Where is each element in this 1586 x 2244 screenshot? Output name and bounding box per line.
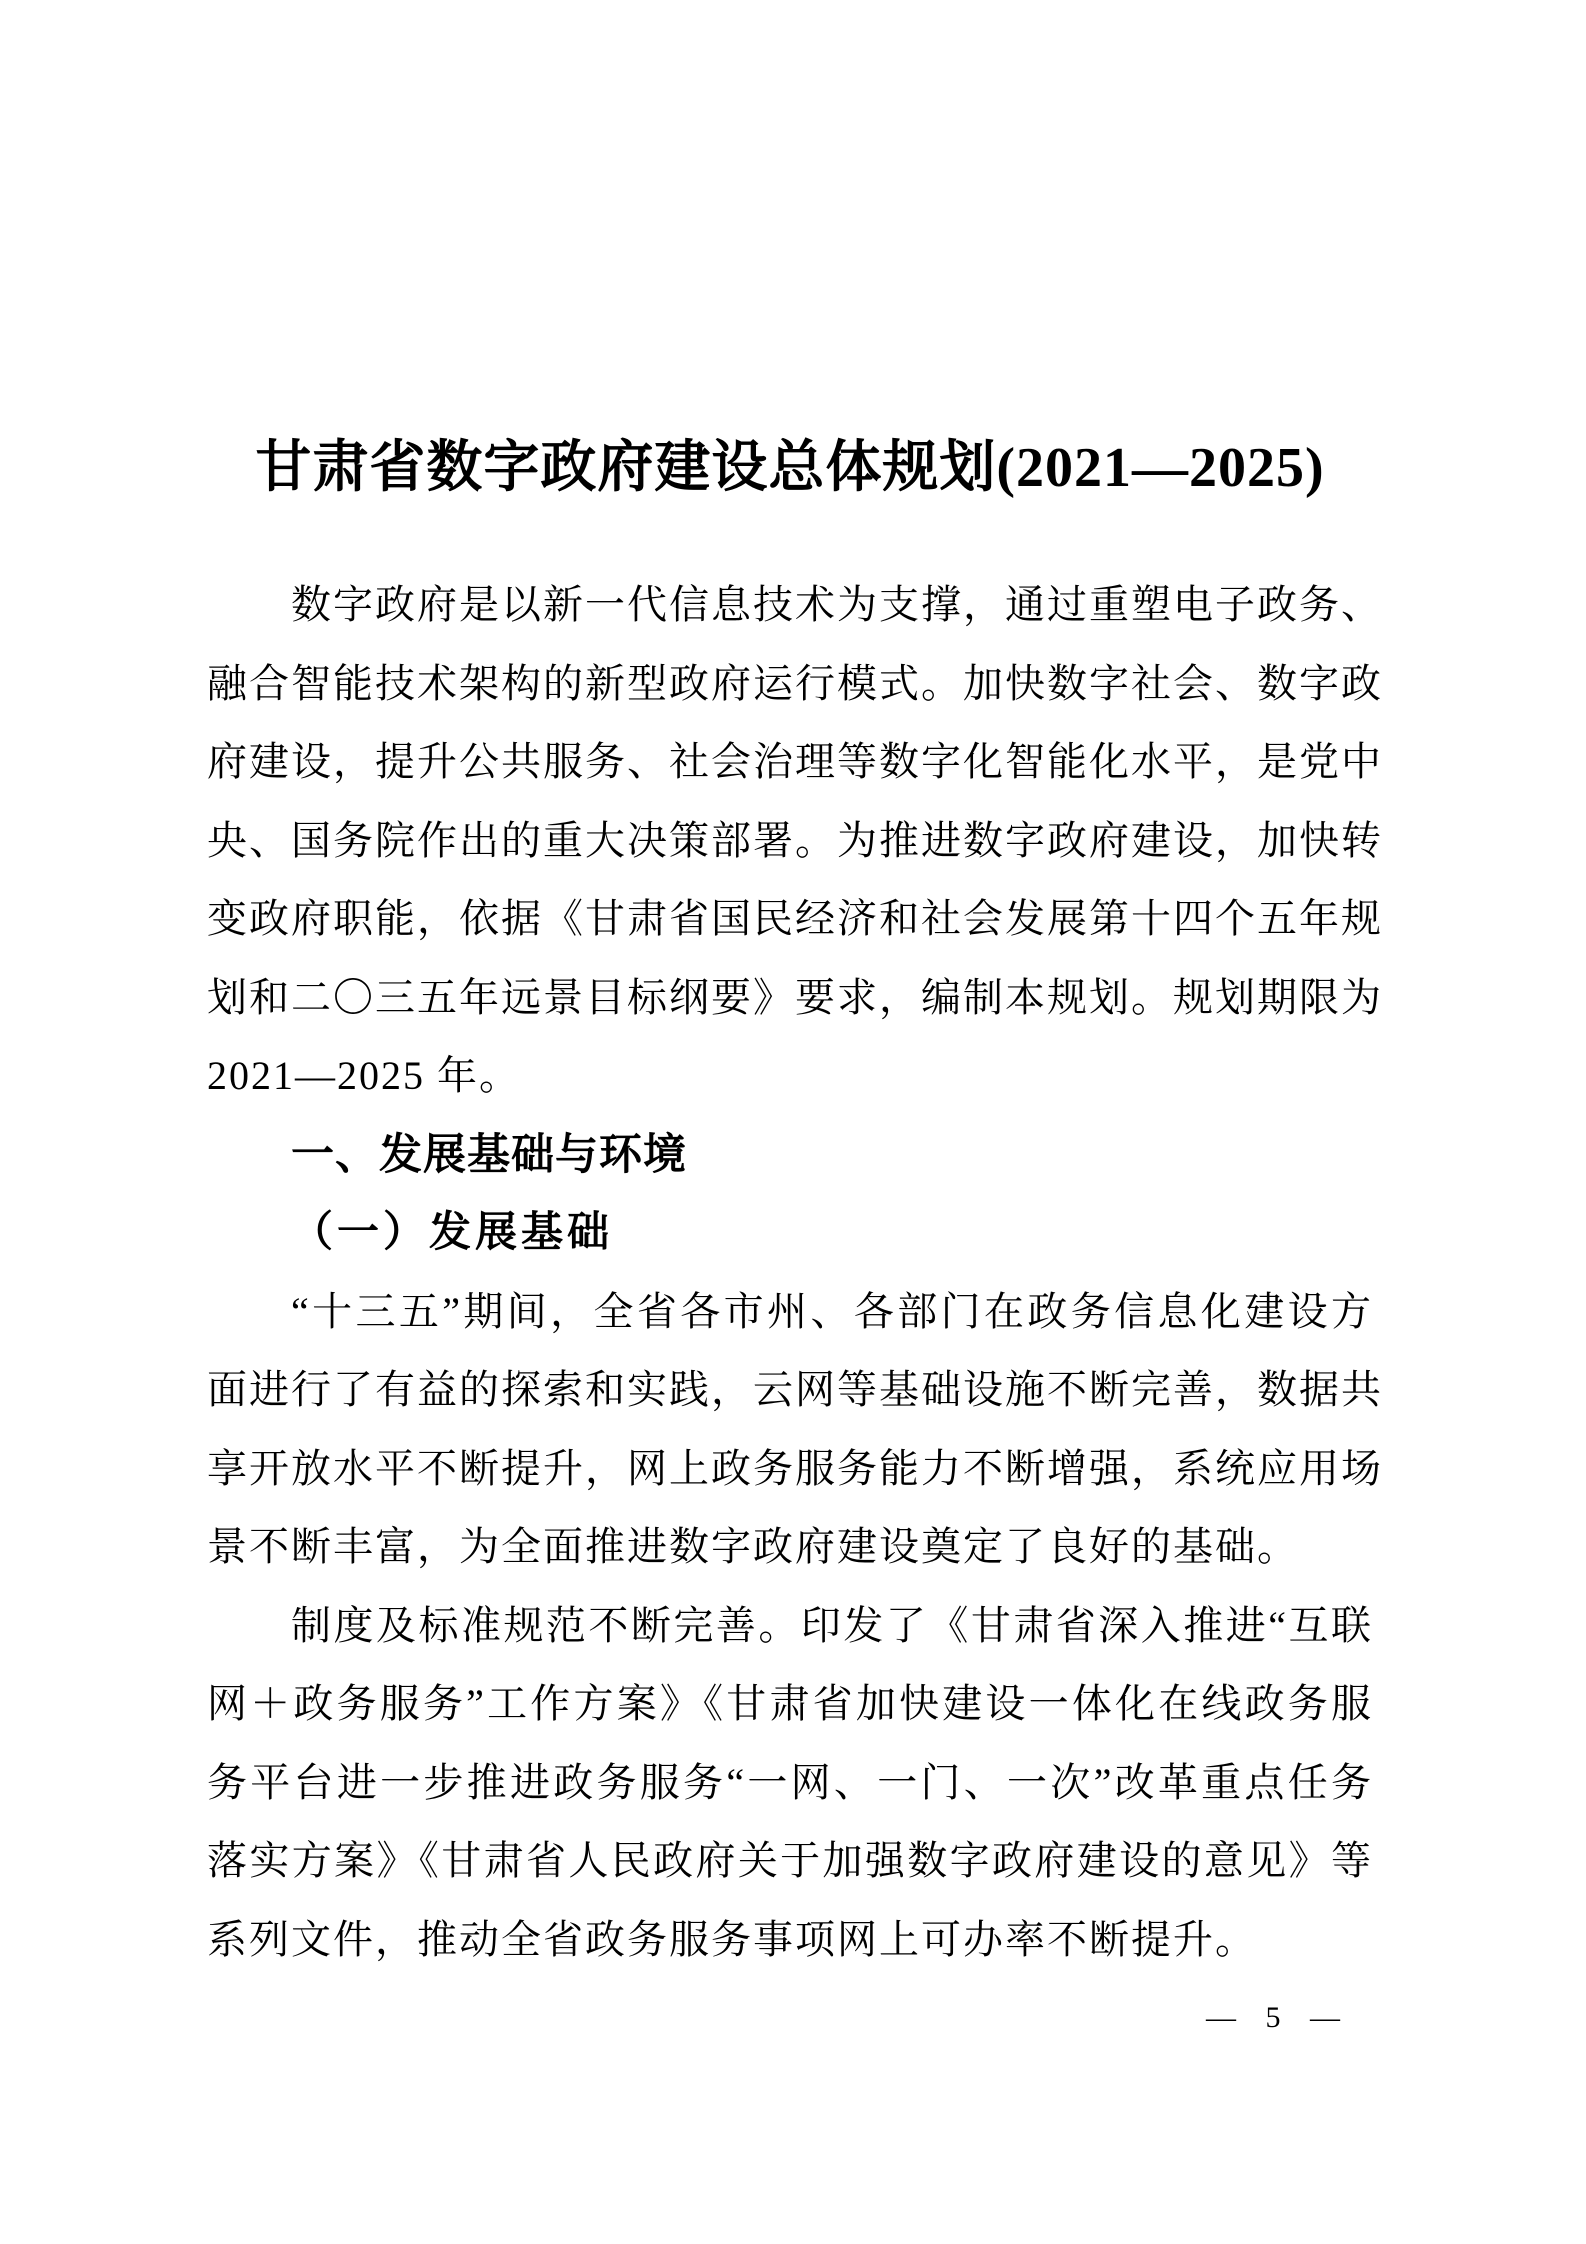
paragraph-1-line-5: 变政府职能，依据《甘肃省国民经济和社会发展第十四个五年规 bbox=[207, 896, 1383, 941]
paragraph-1-line-6: 划和二〇三五年远景目标纲要》要求，编制本规划。规划期限为 bbox=[207, 974, 1383, 1020]
paragraph-2-line-4: 景不断丰富，为全面推进数字政府建设奠定了良好的基础。 bbox=[207, 1524, 1299, 1569]
paragraph-1-line-7: 2021—2025 年。 bbox=[207, 1053, 521, 1098]
paragraph-1-line-3: 府建设，提升公共服务、社会治理等数字化智能化水平，是党中 bbox=[207, 739, 1383, 784]
paragraph-3-line-4: 落实方案》《甘肃省人民政府关于加强数字政府建设的意见》等 bbox=[207, 1838, 1373, 1883]
subsection-heading-development-basis: （一）发展基础 bbox=[291, 1210, 614, 1256]
paragraph-1-line-2: 融合智能技术架构的新型政府运行模式。加快数字社会、数字政 bbox=[207, 660, 1383, 706]
paragraph-2-line-1: “十三五”期间，全省各市州、各部门在政务信息化建设方 bbox=[291, 1288, 1373, 1334]
document-title: 甘肃省数字政府建设总体规划(2021—2025) bbox=[255, 437, 1325, 499]
document-body bbox=[207, 0, 1383, 1979]
page-number: — 5 — bbox=[1206, 2001, 1342, 2034]
paragraph-1-line-4: 央、国务院作出的重大决策部署。为推进数字政府建设，加快转 bbox=[207, 817, 1383, 863]
paragraph-3-line-5: 系列文件，推动全省政务服务事项网上可办率不断提升。 bbox=[207, 1916, 1257, 1962]
paragraph-3-line-3: 务平台进一步推进政务服务“一网、一门、一次”改革重点任务 bbox=[207, 1759, 1373, 1805]
paragraph-3-line-1: 制度及标准规范不断完善。印发了《甘肃省深入推进“互联 bbox=[291, 1602, 1373, 1648]
paragraph-1-line-1: 数字政府是以新一代信息技术为支撑，通过重塑电子政务、 bbox=[291, 582, 1383, 627]
paragraph-3-line-2: 网＋政务服务”工作方案》《甘肃省加快建设一体化在线政务服 bbox=[207, 1681, 1373, 1726]
section-heading-development-basis-and-environment: 一、发展基础与环境 bbox=[291, 1130, 687, 1179]
paragraph-2-line-2: 面进行了有益的探索和实践，云网等基础设施不断完善，数据共 bbox=[207, 1367, 1383, 1412]
paragraph-2-line-3: 享开放水平不断提升，网上政务服务能力不断增强，系统应用场 bbox=[207, 1445, 1383, 1491]
